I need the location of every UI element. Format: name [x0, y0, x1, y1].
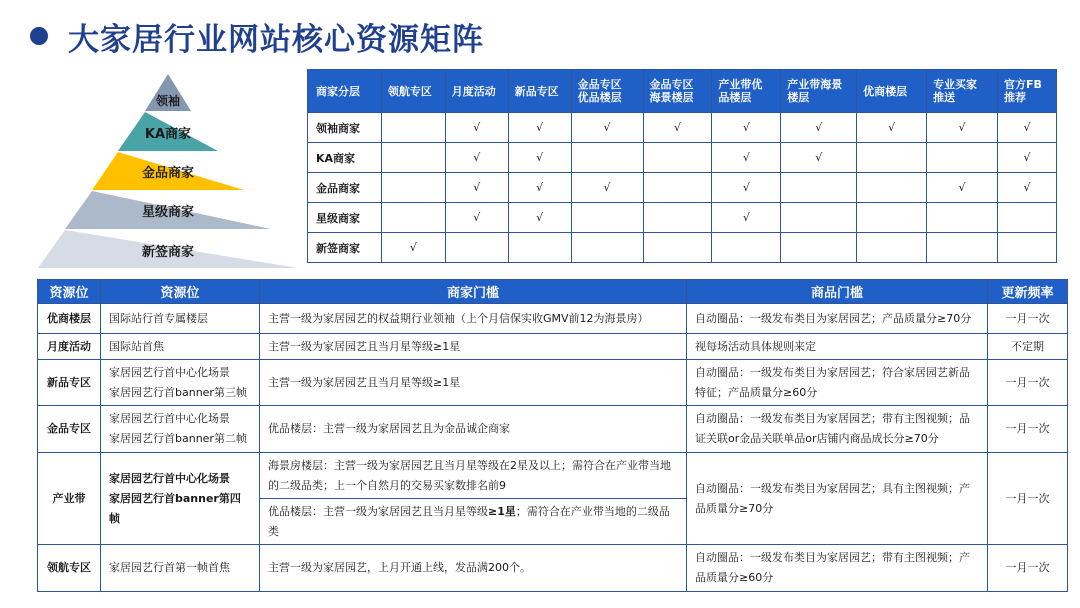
- resource-category: 领航专区: [38, 545, 101, 592]
- product-threshold: 自动圈品：一级发布类目为家居园艺；带有主图视频；产品质量分≥60分: [687, 545, 988, 592]
- product-threshold: 自动圈品：一级发布类目为家居园艺；产品质量分≥70分: [687, 304, 988, 334]
- matrix-cell: √: [508, 203, 571, 233]
- matrix-cell: [643, 143, 712, 173]
- pyramid-label-4: 星级商家: [141, 205, 194, 220]
- matrix-cell: [857, 203, 927, 233]
- resource-category: 金品专区: [38, 406, 101, 453]
- matrix-row: [308, 173, 1057, 203]
- merchant-threshold: 优品楼层：主营一级为家居园艺且为金品诚企商家: [260, 406, 687, 453]
- matrix-cell: [781, 173, 857, 203]
- merchant-threshold-text: 优品楼层：主营一级为家居园艺且当月星等级: [268, 505, 488, 518]
- matrix-cell: [643, 173, 712, 203]
- resource-header-cell: 资源位: [101, 280, 260, 304]
- product-threshold: 自动圈品：一级发布类目为家居园艺；具有主图视频；产品质量分≥70分: [687, 453, 988, 545]
- matrix-row: [308, 233, 1057, 263]
- update-frequency: 一月一次: [988, 545, 1068, 592]
- resource-category: 优商楼层: [38, 304, 101, 334]
- pyramid-label-5: 新签商家: [141, 245, 194, 260]
- matrix-col-header: 优商楼层: [857, 70, 927, 113]
- matrix-cell: [643, 203, 712, 233]
- update-frequency: 一月一次: [988, 360, 1068, 406]
- matrix-cell: [571, 143, 643, 173]
- merchant-threshold-premium: [260, 499, 686, 544]
- merchant-threshold: 主营一级为家居园艺且当月星等级≥1星: [260, 334, 687, 360]
- merchant-threshold: 主营一级为家居园艺，上月开通上线，发品满200个。: [260, 545, 687, 592]
- matrix-cell: [857, 173, 927, 203]
- resource-position: 家居园艺行首中心化场景 家居园艺行首banner第四帧: [101, 453, 260, 545]
- update-frequency: 一月一次: [988, 304, 1068, 334]
- matrix-row: [308, 203, 1057, 233]
- matrix-cell: [508, 233, 571, 263]
- matrix-cell: √: [571, 173, 643, 203]
- resource-category: 产业带: [38, 453, 101, 545]
- matrix-cell: [381, 203, 445, 233]
- resource-position: 家居园艺行首第一帧首焦: [101, 545, 260, 592]
- matrix-cell: [997, 233, 1056, 263]
- matrix-cell: [712, 233, 781, 263]
- matrix-cell: √: [712, 203, 781, 233]
- matrix-row-label: 新签商家: [308, 233, 382, 263]
- resource-header-cell: 商家门槛: [260, 280, 687, 304]
- table-row: [38, 334, 1068, 360]
- resource-position: 家居园艺行首中心化场景 家居园艺行首banner第二帧: [101, 406, 260, 453]
- product-threshold: 自动圈品：一级发布类目为家居园艺；带有主图视频；品证关联or金品关联单品or店铺内商品成长分≥70分: [687, 406, 988, 453]
- table-row: [38, 453, 1068, 545]
- matrix-col-header: 领航专区: [381, 70, 445, 113]
- matrix-col-header: 月度活动: [445, 70, 508, 113]
- matrix-cell: √: [927, 113, 998, 143]
- matrix-cell: [857, 143, 927, 173]
- resource-category: 月度活动: [38, 334, 101, 360]
- matrix-cell: [781, 233, 857, 263]
- product-threshold: 自动圈品：一级发布类目为家居园艺；符合家居园艺新品特征；产品质量分≥60分: [687, 360, 988, 406]
- matrix-row: [308, 143, 1057, 173]
- matrix-col-header: 金品专区 优品楼层: [571, 70, 643, 113]
- matrix-cell: √: [571, 113, 643, 143]
- matrix-cell: [381, 143, 445, 173]
- merchant-threshold: [260, 453, 687, 545]
- matrix-cell: √: [712, 143, 781, 173]
- matrix-row-label: 领袖商家: [308, 113, 382, 143]
- star-requirement: ≥1星: [488, 505, 516, 518]
- resource-header-cell: 更新频率: [988, 280, 1068, 304]
- page-title: 大家居行业网站核心资源矩阵: [68, 21, 484, 58]
- table-row: [38, 360, 1068, 406]
- resource-header-cell: 商品门槛: [687, 280, 988, 304]
- pyramid-label-3: 金品商家: [141, 166, 194, 181]
- matrix-cell: √: [445, 173, 508, 203]
- matrix-cell: √: [997, 173, 1056, 203]
- matrix-cell: √: [445, 203, 508, 233]
- matrix-col-header: 产业带优 品楼层: [712, 70, 781, 113]
- matrix-cell: [643, 233, 712, 263]
- resource-position-table: [37, 279, 1068, 592]
- table-row: [38, 304, 1068, 334]
- matrix-row-label: 星级商家: [308, 203, 382, 233]
- matrix-cell: √: [508, 173, 571, 203]
- matrix-col-header: 产业带海景 楼层: [781, 70, 857, 113]
- matrix-cell: √: [781, 143, 857, 173]
- table-row: [38, 545, 1068, 592]
- matrix-cell: [927, 143, 998, 173]
- matrix-cell: [571, 203, 643, 233]
- pyramid-label-1: 领袖: [155, 94, 180, 108]
- matrix-cell: √: [712, 113, 781, 143]
- merchant-threshold: 主营一级为家居园艺且当月星等级≥1星: [260, 360, 687, 406]
- resource-position: 家居园艺行首中心化场景 家居园艺行首banner第三帧: [101, 360, 260, 406]
- matrix-cell: [571, 233, 643, 263]
- matrix-col-header: 金品专区 海景楼层: [643, 70, 712, 113]
- matrix-cell: √: [997, 113, 1056, 143]
- matrix-cell: √: [927, 173, 998, 203]
- matrix-cell: [997, 203, 1056, 233]
- matrix-cell: [381, 173, 445, 203]
- merchant-threshold-text: ；需符合在产业带当地的二级品类: [268, 505, 670, 538]
- matrix-cell: √: [508, 143, 571, 173]
- table-row: [38, 406, 1068, 453]
- matrix-cell: √: [997, 143, 1056, 173]
- product-threshold: 视每场活动具体规则来定: [687, 334, 988, 360]
- matrix-cell: [927, 203, 998, 233]
- resource-category: 新品专区: [38, 360, 101, 406]
- matrix-cell: √: [857, 113, 927, 143]
- matrix-cell: [927, 233, 998, 263]
- resource-position: 国际站首焦: [101, 334, 260, 360]
- matrix-cell: √: [445, 143, 508, 173]
- matrix-cell: √: [508, 113, 571, 143]
- matrix-col-header: 新品专区: [508, 70, 571, 113]
- merchant-threshold: 主营一级为家居园艺的权益期行业领袖（上个月信保实收GMV前12为海景房）: [260, 304, 687, 334]
- matrix-cell: [381, 113, 445, 143]
- resource-position: 国际站行首专属楼层: [101, 304, 260, 334]
- matrix-cell: [857, 233, 927, 263]
- matrix-cell: [445, 233, 508, 263]
- resource-header-row: [38, 280, 1068, 304]
- pyramid-label-2: KA商家: [144, 127, 192, 142]
- matrix-header-row: [308, 70, 1057, 113]
- matrix-row: [308, 113, 1057, 143]
- resource-header-cell: 资源位: [38, 280, 101, 304]
- matrix-cell: √: [712, 173, 781, 203]
- update-frequency: 不定期: [988, 334, 1068, 360]
- merchant-resource-matrix: [307, 69, 1057, 263]
- matrix-col-header: 官方FB 推荐: [997, 70, 1056, 113]
- update-frequency: 一月一次: [988, 406, 1068, 453]
- matrix-row-label: KA商家: [308, 143, 382, 173]
- matrix-cell: √: [643, 113, 712, 143]
- matrix-row-label: 金品商家: [308, 173, 382, 203]
- merchant-threshold-seaview: 海景房楼层：主营一级为家居园艺且当月星等级在2星及以上；需符合在产业带当地的二级品类；上一个自然月的交易买家数排名前9: [260, 453, 686, 499]
- matrix-cell: [781, 203, 857, 233]
- matrix-cell: √: [781, 113, 857, 143]
- update-frequency: 一月一次: [988, 453, 1068, 545]
- matrix-cell: √: [445, 113, 508, 143]
- matrix-col-header: 专业买家 推送: [927, 70, 998, 113]
- matrix-corner-header: 商家分层: [308, 70, 382, 113]
- matrix-cell: √: [381, 233, 445, 263]
